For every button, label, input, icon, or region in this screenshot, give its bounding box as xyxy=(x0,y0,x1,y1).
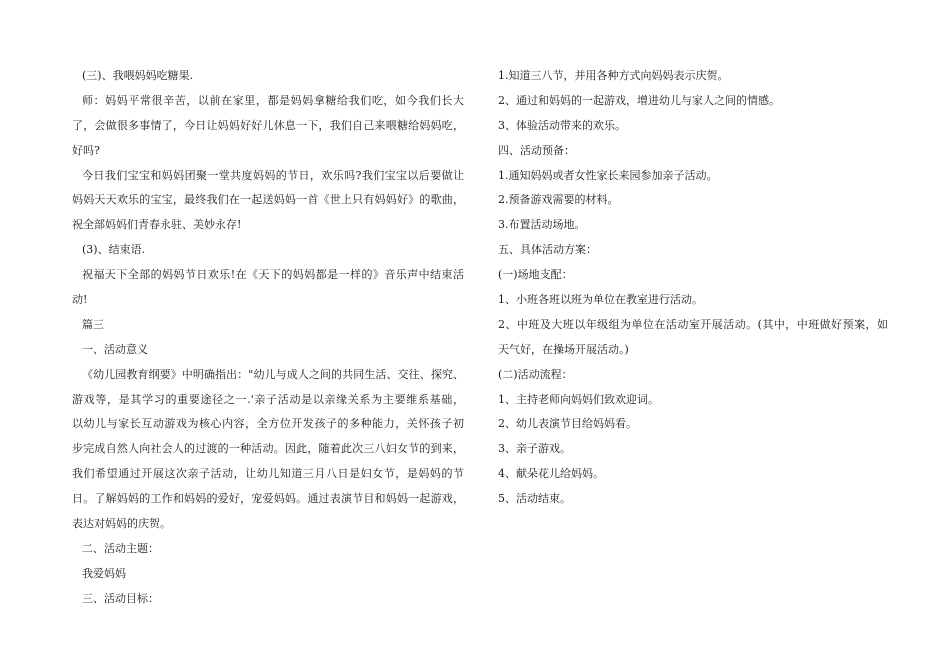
text-line: 一、活动意义 xyxy=(82,342,148,356)
text-line: 2、幼儿表演节目给妈妈看。 xyxy=(498,417,637,431)
text-line: 祝福天下全部的妈妈节日欢乐!在《天下的妈妈都是一样的》音乐声中结束活 xyxy=(82,268,464,282)
text-line: (三)、我喂妈妈吃糖果. xyxy=(82,69,194,82)
text-line: 表达对妈妈的庆贺。 xyxy=(72,517,171,531)
text-line: 好吗? xyxy=(72,143,100,157)
text-line: 1、主持老师向妈妈们致欢迎词。 xyxy=(498,392,659,406)
text-line: 步完成自然人向社会人的过渡的一种活动。因此，随着此次三八妇女节的到来， xyxy=(72,442,464,456)
text-line: 妈妈天天欢乐的宝宝，最终我们在一起送妈妈一首《世上只有妈妈好》的歌曲， xyxy=(72,193,464,207)
text-line: 四、活动预备： xyxy=(498,143,575,157)
text-line: 篇三 xyxy=(82,317,104,331)
text-line: 1、小班各班以班为单位在教室进行活动。 xyxy=(498,293,703,307)
text-line: 三、活动目标： xyxy=(82,591,159,605)
text-line: 动! xyxy=(72,293,88,307)
text-line: 以幼儿与家长互动游戏为核心内容，全方位开发孩子的多种能力，关怀孩子初 xyxy=(72,417,464,431)
text-line: 游戏等，是其学习的重要途径之一.'亲子活动是以亲缘关系为主要维系基础， xyxy=(72,392,464,406)
text-line: 我们希望通过开展这次亲子活动，让幼儿知道三月八日是妇女节，是妈妈的节 xyxy=(72,467,464,481)
text-line: 2、通过和妈妈的一起游戏，增进幼儿与家人之间的情感。 xyxy=(498,93,780,107)
text-line: (3)、结束语. xyxy=(82,243,146,257)
text-line: 今日我们宝宝和妈妈团聚一堂共度妈妈的节日，欢乐吗?我们宝宝以后要做让 xyxy=(82,168,464,182)
text-line: 1.通知妈妈或者女性家长来园参加亲子活动。 xyxy=(498,168,718,182)
text-line: 我爱妈妈 xyxy=(82,566,126,580)
left-text-column xyxy=(72,64,464,612)
text-line: 2、中班及大班以年级组为单位在活动室开展活动。(其中，中班做好预案，如 xyxy=(498,317,888,331)
text-line: 4、献朵花儿给妈妈。 xyxy=(498,467,604,481)
text-line: 日。了解妈妈的工作和妈妈的爱好，宠爱妈妈。通过表演节目和妈妈一起游戏， xyxy=(72,492,464,506)
text-line: 《幼儿园教育纲要》中明确指出："幼儿与成人之间的共同生活、交往、探究、 xyxy=(82,367,464,381)
text-line: 1.知道三八节，并用各种方式向妈妈表示庆贺。 xyxy=(498,69,729,82)
text-line: 师：妈妈平常很辛苦，以前在家里，都是妈妈拿糖给我们吃，如今我们长大 xyxy=(82,93,464,107)
text-line: 二、活动主题： xyxy=(82,541,159,555)
text-line: 3、体验活动带来的欢乐。 xyxy=(498,118,626,132)
text-line: 天气好，在操场开展活动。) xyxy=(498,342,629,356)
text-line: 了，会做很多事情了，今日让妈妈好好儿休息一下，我们自己来喂糖给妈妈吃， xyxy=(72,118,464,132)
text-line: 5、活动结束。 xyxy=(498,492,571,506)
text-line: 五、具体活动方案： xyxy=(498,243,597,257)
right-text-column xyxy=(498,64,888,512)
text-line: (二)活动流程： xyxy=(498,367,573,381)
text-line: 2.预备游戏需要的材料。 xyxy=(498,193,619,207)
text-line: 祝全部妈妈们青春永驻、美妙永存! xyxy=(72,218,242,232)
text-line: 3.布置活动场地。 xyxy=(498,218,586,232)
text-line: 3、亲子游戏。 xyxy=(498,442,571,456)
text-line: (一)场地支配： xyxy=(498,268,573,282)
